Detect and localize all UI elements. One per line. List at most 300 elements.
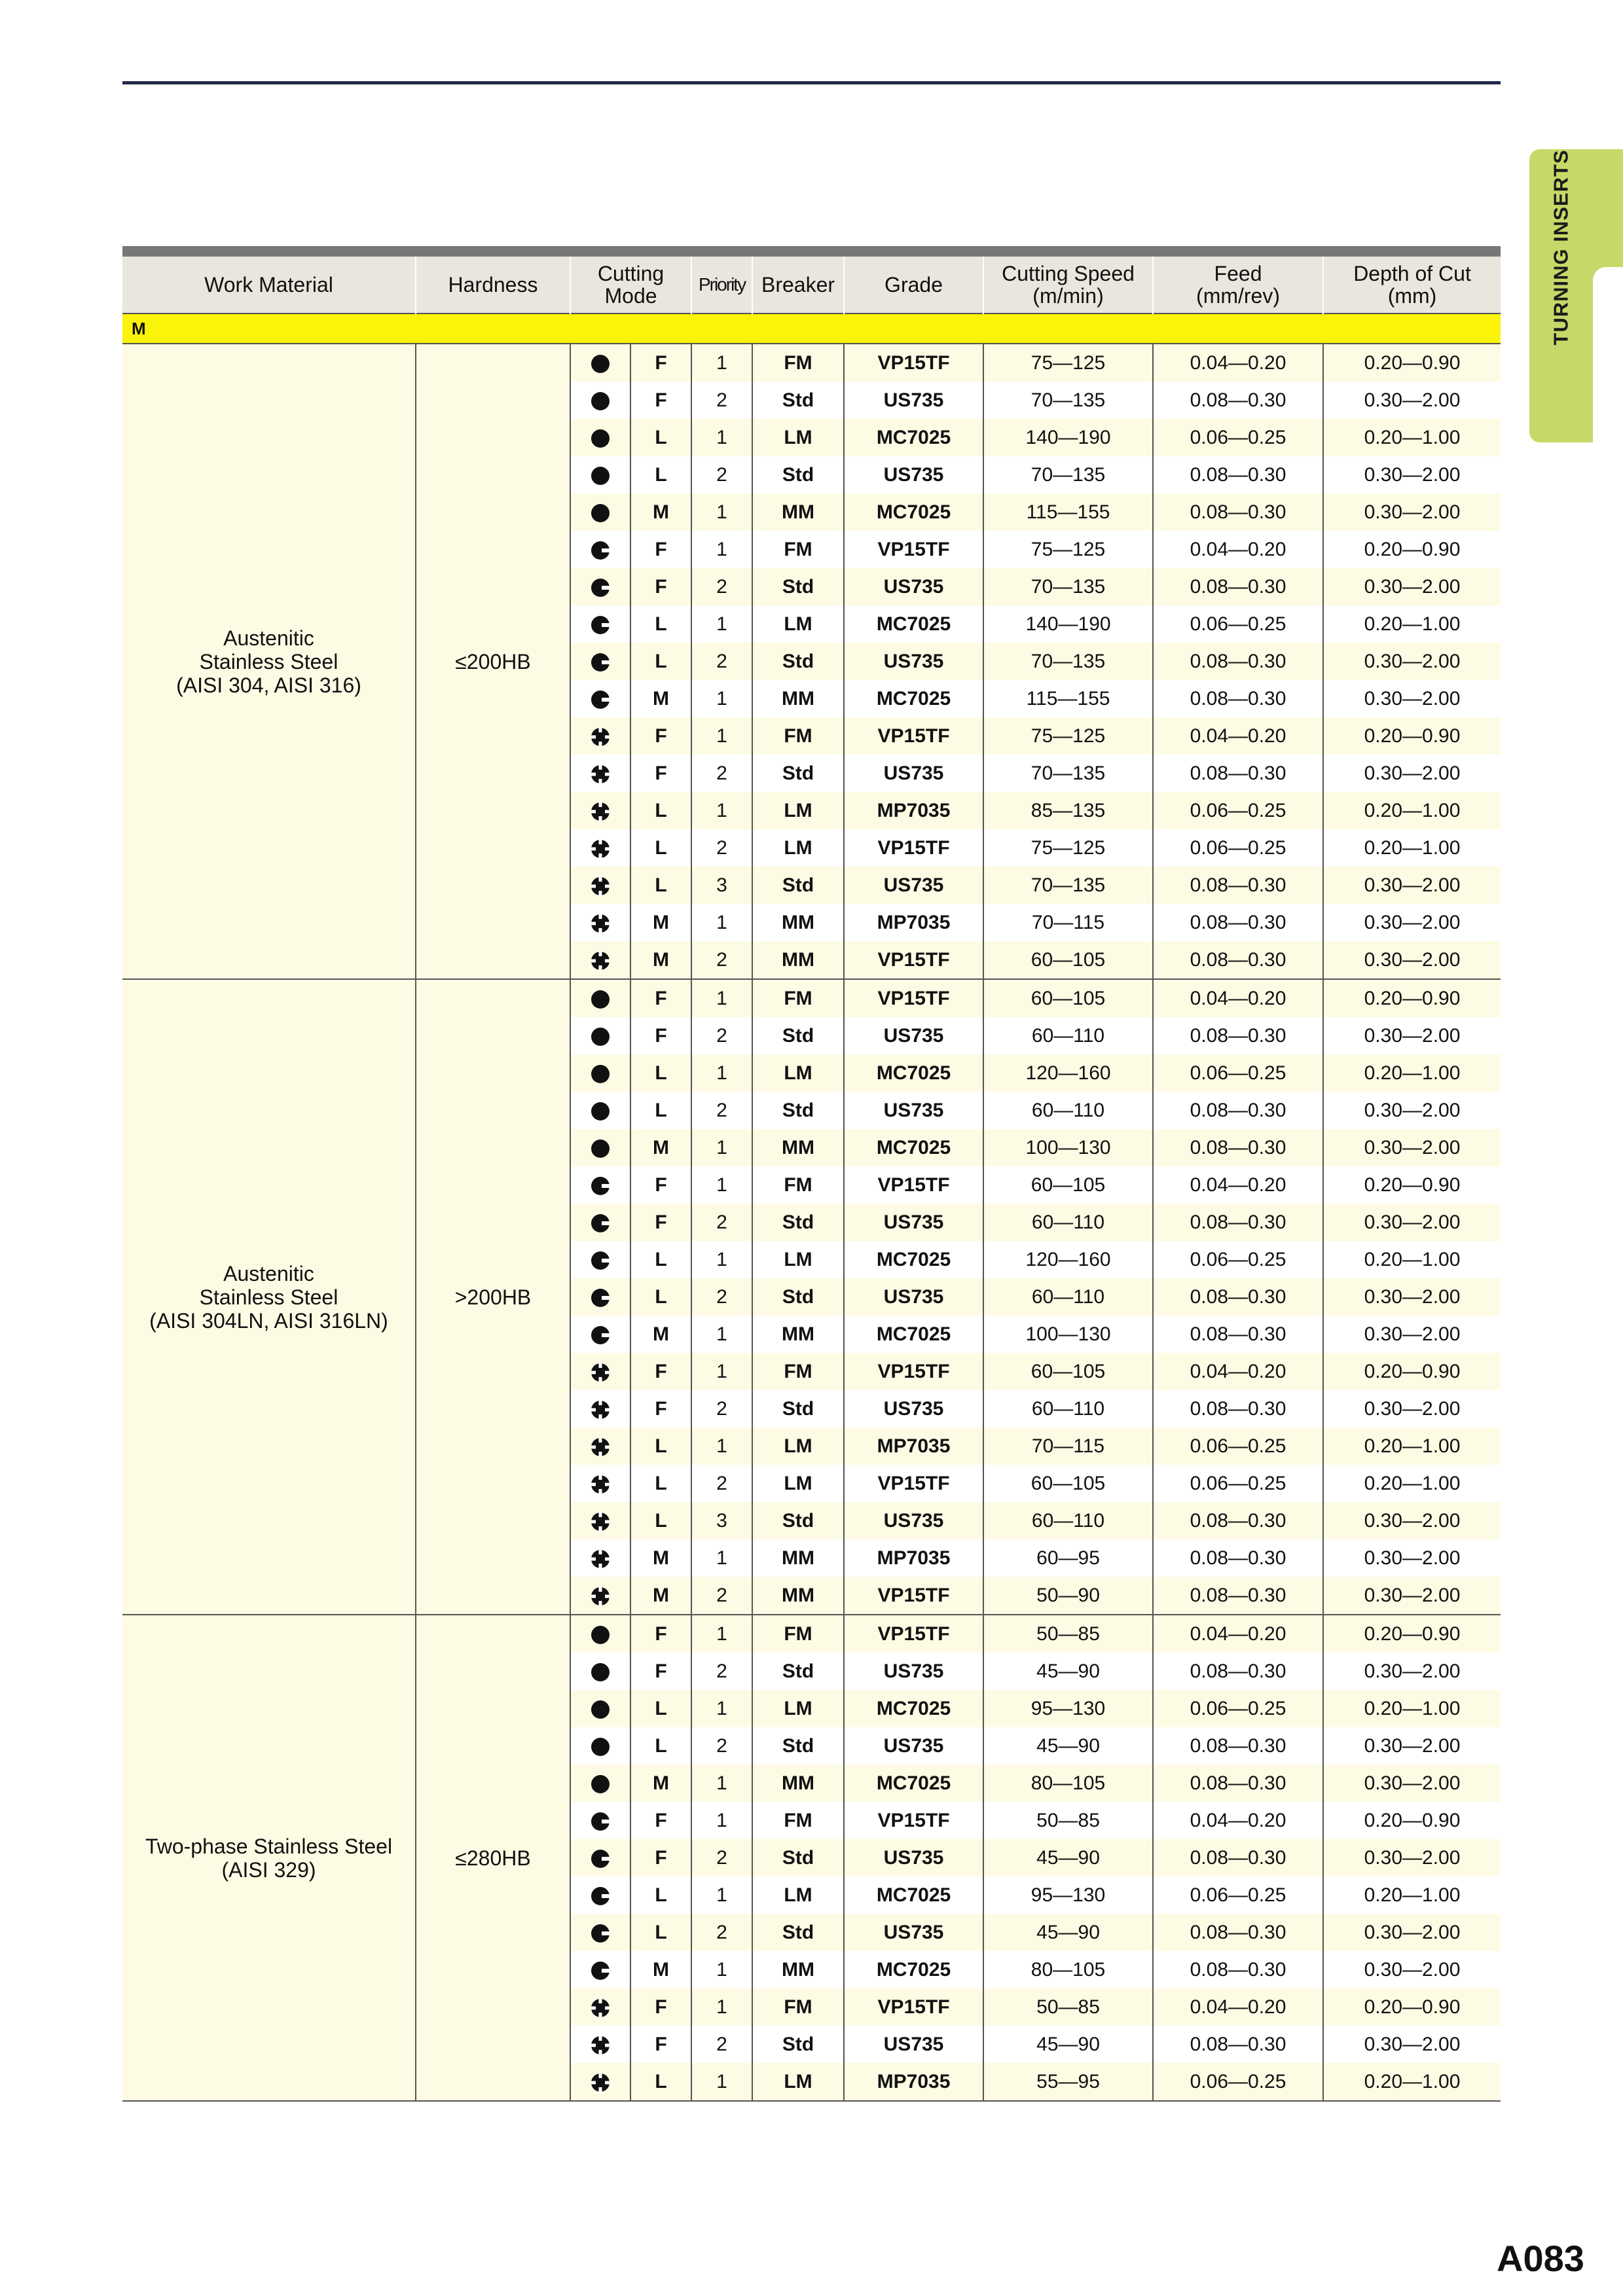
cutting-mode-cell: F	[630, 1353, 691, 1390]
feed-cell: 0.04—0.20	[1153, 1988, 1323, 2026]
cutting-mode-cell: F	[630, 1017, 691, 1054]
light-interrupted-cut-icon	[591, 1174, 610, 1196]
cutting-mode-cell: L	[630, 829, 691, 867]
feed-cell: 0.04—0.20	[1153, 979, 1323, 1017]
cutting-condition-cell	[570, 605, 630, 643]
breaker-cell: LM	[752, 1465, 844, 1502]
cutting-condition-cell	[570, 1390, 630, 1427]
depth-of-cut-cell: 0.30—2.00	[1323, 1914, 1501, 1951]
grade-cell: MP7035	[844, 904, 983, 941]
depth-of-cut-cell: 0.30—2.00	[1323, 1390, 1501, 1427]
cutting-speed-cell: 95—130	[983, 1690, 1153, 1727]
feed-cell: 0.08—0.30	[1153, 1951, 1323, 1988]
grade-cell: US735	[844, 643, 983, 680]
cutting-condition-cell	[570, 1539, 630, 1577]
table-row	[122, 979, 1501, 1017]
cutting-mode-cell: L	[630, 1502, 691, 1539]
feed-cell: 0.08—0.30	[1153, 1539, 1323, 1577]
feed-cell: 0.08—0.30	[1153, 1502, 1323, 1539]
cutting-speed-cell: 50—85	[983, 1615, 1153, 1653]
cutting-speed-cell: 60—110	[983, 1204, 1153, 1241]
cutting-mode-cell: L	[630, 1054, 691, 1092]
grade-cell: US735	[844, 1278, 983, 1316]
priority-cell: 1	[691, 1129, 752, 1166]
cutting-speed-cell: 70—135	[983, 382, 1153, 419]
cutting-speed-cell: 140—190	[983, 419, 1153, 456]
continuous-cut-icon	[591, 1025, 610, 1047]
cutting-speed-cell: 45—90	[983, 1653, 1153, 1690]
heavy-interrupted-cut-icon	[591, 1435, 610, 1457]
breaker-cell: Std	[752, 456, 844, 493]
depth-of-cut-cell: 0.30—2.00	[1323, 1839, 1501, 1876]
cutting-speed-cell: 50—85	[983, 1802, 1153, 1839]
cutting-condition-cell	[570, 979, 630, 1017]
grade-cell: VP15TF	[844, 1802, 983, 1839]
work-material-line: Stainless Steel	[199, 649, 338, 673]
cutting-speed-cell: 60—110	[983, 1278, 1153, 1316]
cutting-mode-cell: F	[630, 2026, 691, 2063]
heavy-interrupted-cut-icon	[591, 1398, 610, 1420]
cutting-mode-cell: L	[630, 1690, 691, 1727]
breaker-cell: Std	[752, 643, 844, 680]
cutting-condition-cell	[570, 1690, 630, 1727]
cutting-mode-cell: L	[630, 456, 691, 493]
depth-of-cut-cell: 0.30—2.00	[1323, 1316, 1501, 1353]
work-material-cell	[122, 1615, 416, 2101]
cutting-speed-cell: 60—110	[983, 1390, 1153, 1427]
cutting-mode-cell: L	[630, 1876, 691, 1914]
light-interrupted-cut-icon	[591, 576, 610, 598]
hardness-cell: ≤280HB	[416, 1615, 570, 2101]
header-depth-of-cut: Depth of Cut (mm)	[1323, 257, 1501, 314]
priority-cell: 2	[691, 643, 752, 680]
cutting-condition-cell	[570, 2063, 630, 2101]
priority-cell: 2	[691, 1653, 752, 1690]
work-material-line: Two-phase Stainless Steel	[145, 1834, 393, 1858]
cutting-mode-cell: M	[630, 1129, 691, 1166]
feed-cell: 0.04—0.20	[1153, 1166, 1323, 1204]
cutting-condition-cell	[570, 1316, 630, 1353]
cutting-condition-cell	[570, 531, 630, 568]
heavy-interrupted-cut-icon	[591, 800, 610, 821]
cutting-condition-cell	[570, 680, 630, 717]
cutting-speed-cell: 75—125	[983, 344, 1153, 382]
light-interrupted-cut-icon	[591, 1249, 610, 1270]
grade-cell: MC7025	[844, 680, 983, 717]
cutting-mode-cell: F	[630, 1988, 691, 2026]
work-material-cell	[122, 344, 416, 979]
feed-cell: 0.06—0.25	[1153, 1876, 1323, 1914]
grade-cell: MC7025	[844, 1951, 983, 1988]
cutting-mode-cell: F	[630, 755, 691, 792]
grade-cell: US735	[844, 1653, 983, 1690]
header-row	[122, 257, 1501, 314]
header-cutting-speed: Cutting Speed (m/min)	[983, 257, 1153, 314]
light-interrupted-cut-icon	[591, 1286, 610, 1308]
cutting-mode-cell: L	[630, 1914, 691, 1951]
grade-cell: US735	[844, 1914, 983, 1951]
grade-cell: VP15TF	[844, 717, 983, 755]
cutting-speed-cell: 45—90	[983, 1727, 1153, 1765]
light-interrupted-cut-icon	[591, 1884, 610, 1906]
grade-cell: US735	[844, 2026, 983, 2063]
feed-cell: 0.08—0.30	[1153, 2026, 1323, 2063]
cutting-speed-cell: 75—125	[983, 829, 1153, 867]
depth-of-cut-cell: 0.20—0.90	[1323, 531, 1501, 568]
heavy-interrupted-cut-icon	[591, 874, 610, 896]
depth-of-cut-cell: 0.20—0.90	[1323, 979, 1501, 1017]
depth-of-cut-cell: 0.20—0.90	[1323, 1615, 1501, 1653]
priority-cell: 1	[691, 2063, 752, 2101]
feed-cell: 0.06—0.25	[1153, 1054, 1323, 1092]
breaker-cell: LM	[752, 792, 844, 829]
depth-of-cut-cell: 0.30—2.00	[1323, 1017, 1501, 1054]
feed-cell: 0.06—0.25	[1153, 1690, 1323, 1727]
table-row	[122, 344, 1501, 382]
depth-of-cut-cell: 0.20—1.00	[1323, 419, 1501, 456]
feed-cell: 0.08—0.30	[1153, 1129, 1323, 1166]
priority-cell: 2	[691, 1577, 752, 1615]
feed-cell: 0.04—0.20	[1153, 1802, 1323, 1839]
work-material-line: Austenitic	[223, 626, 314, 650]
depth-of-cut-cell: 0.20—0.90	[1323, 717, 1501, 755]
header-feed: Feed (mm/rev)	[1153, 257, 1323, 314]
priority-cell: 2	[691, 1727, 752, 1765]
grade-cell: MC7025	[844, 1241, 983, 1278]
feed-cell: 0.06—0.25	[1153, 2063, 1323, 2101]
priority-cell: 1	[691, 979, 752, 1017]
depth-of-cut-cell: 0.20—1.00	[1323, 1427, 1501, 1465]
breaker-cell: MM	[752, 1316, 844, 1353]
cutting-mode-cell: M	[630, 1577, 691, 1615]
breaker-cell: FM	[752, 979, 844, 1017]
depth-of-cut-cell: 0.30—2.00	[1323, 382, 1501, 419]
depth-of-cut-cell: 0.20—0.90	[1323, 1353, 1501, 1390]
light-interrupted-cut-icon	[591, 1810, 610, 1831]
cutting-speed-cell: 140—190	[983, 605, 1153, 643]
cutting-speed-cell: 60—95	[983, 1539, 1153, 1577]
cutting-condition-cell	[570, 1577, 630, 1615]
grade-cell: US735	[844, 1092, 983, 1129]
depth-of-cut-cell: 0.30—2.00	[1323, 755, 1501, 792]
breaker-cell: Std	[752, 1092, 844, 1129]
cutting-speed-cell: 115—155	[983, 680, 1153, 717]
cutting-mode-cell: L	[630, 1278, 691, 1316]
breaker-cell: Std	[752, 1502, 844, 1539]
cutting-speed-cell: 75—125	[983, 717, 1153, 755]
continuous-cut-icon	[591, 988, 610, 1009]
cutting-condition-cell	[570, 1914, 630, 1951]
hardness-cell: ≤200HB	[416, 344, 570, 979]
depth-of-cut-cell: 0.20—1.00	[1323, 1054, 1501, 1092]
side-tab-label-wrap	[1529, 149, 1594, 346]
breaker-cell: LM	[752, 605, 844, 643]
priority-cell: 1	[691, 792, 752, 829]
priority-cell: 2	[691, 1017, 752, 1054]
breaker-cell: Std	[752, 1017, 844, 1054]
priority-cell: 1	[691, 1054, 752, 1092]
cutting-speed-cell: 85—135	[983, 792, 1153, 829]
breaker-cell: FM	[752, 1988, 844, 2026]
header-cutting-mode: Cutting Mode	[570, 257, 691, 314]
breaker-cell: Std	[752, 867, 844, 904]
cutting-condition-cell	[570, 1988, 630, 2026]
priority-cell: 3	[691, 867, 752, 904]
cutting-speed-cell: 70—135	[983, 456, 1153, 493]
priority-cell: 2	[691, 829, 752, 867]
breaker-cell: MM	[752, 1951, 844, 1988]
grade-cell: MC7025	[844, 1690, 983, 1727]
continuous-cut-icon	[591, 352, 610, 374]
breaker-cell: Std	[752, 1653, 844, 1690]
priority-cell: 1	[691, 1876, 752, 1914]
heavy-interrupted-cut-icon	[591, 1510, 610, 1532]
depth-of-cut-cell: 0.20—1.00	[1323, 792, 1501, 829]
continuous-cut-icon	[591, 1698, 610, 1719]
cutting-mode-cell: F	[630, 1390, 691, 1427]
priority-cell: 2	[691, 1465, 752, 1502]
light-interrupted-cut-icon	[591, 539, 610, 560]
cutting-mode-cell: L	[630, 1727, 691, 1765]
breaker-cell: MM	[752, 1765, 844, 1802]
breaker-cell: FM	[752, 344, 844, 382]
cutting-condition-cell	[570, 1092, 630, 1129]
cutting-condition-cell	[570, 867, 630, 904]
breaker-cell: Std	[752, 2026, 844, 2063]
cutting-speed-cell: 70—115	[983, 904, 1153, 941]
cutting-condition-cell	[570, 382, 630, 419]
heavy-interrupted-cut-icon	[591, 1996, 610, 2018]
grade-cell: VP15TF	[844, 531, 983, 568]
priority-cell: 1	[691, 1241, 752, 1278]
grade-cell: MC7025	[844, 605, 983, 643]
feed-cell: 0.08—0.30	[1153, 680, 1323, 717]
cutting-mode-cell: F	[630, 344, 691, 382]
breaker-cell: LM	[752, 419, 844, 456]
feed-cell: 0.06—0.25	[1153, 1427, 1323, 1465]
heavy-interrupted-cut-icon	[591, 912, 610, 933]
depth-of-cut-cell: 0.20—0.90	[1323, 1802, 1501, 1839]
table-row	[122, 1615, 1501, 1653]
priority-cell: 2	[691, 1390, 752, 1427]
breaker-cell: MM	[752, 941, 844, 979]
breaker-cell: LM	[752, 1876, 844, 1914]
light-interrupted-cut-icon	[591, 613, 610, 635]
cutting-speed-cell: 80—105	[983, 1765, 1153, 1802]
priority-cell: 1	[691, 531, 752, 568]
feed-cell: 0.06—0.25	[1153, 792, 1323, 829]
cutting-condition-cell	[570, 829, 630, 867]
light-interrupted-cut-icon	[591, 1959, 610, 1981]
cutting-speed-cell: 100—130	[983, 1129, 1153, 1166]
breaker-cell: LM	[752, 1690, 844, 1727]
cutting-speed-cell: 60—110	[983, 1092, 1153, 1129]
cutting-speed-cell: 70—135	[983, 867, 1153, 904]
light-interrupted-cut-icon	[591, 1922, 610, 1943]
cutting-condition-cell	[570, 1054, 630, 1092]
cutting-condition-cell	[570, 1353, 630, 1390]
breaker-cell: FM	[752, 1615, 844, 1653]
breaker-cell: MM	[752, 1129, 844, 1166]
feed-cell: 0.08—0.30	[1153, 1653, 1323, 1690]
feed-cell: 0.06—0.25	[1153, 419, 1323, 456]
depth-of-cut-cell: 0.30—2.00	[1323, 1502, 1501, 1539]
grade-cell: VP15TF	[844, 1353, 983, 1390]
cutting-speed-cell: 60—105	[983, 1166, 1153, 1204]
grade-cell: US735	[844, 1502, 983, 1539]
priority-cell: 2	[691, 2026, 752, 2063]
cutting-mode-cell: M	[630, 1765, 691, 1802]
priority-cell: 1	[691, 1802, 752, 1839]
priority-cell: 2	[691, 382, 752, 419]
priority-cell: 1	[691, 1690, 752, 1727]
grade-cell: US735	[844, 456, 983, 493]
grade-cell: MC7025	[844, 1054, 983, 1092]
grade-cell: US735	[844, 1017, 983, 1054]
cutting-condition-cell	[570, 643, 630, 680]
header-priority: Priority	[691, 257, 752, 314]
depth-of-cut-cell: 0.20—1.00	[1323, 1876, 1501, 1914]
breaker-cell: FM	[752, 1166, 844, 1204]
priority-cell: 1	[691, 1765, 752, 1802]
priority-cell: 1	[691, 1615, 752, 1653]
cutting-mode-cell: L	[630, 1465, 691, 1502]
depth-of-cut-cell: 0.30—2.00	[1323, 941, 1501, 979]
cutting-condition-cell	[570, 1278, 630, 1316]
feed-cell: 0.06—0.25	[1153, 1241, 1323, 1278]
feed-cell: 0.04—0.20	[1153, 717, 1323, 755]
grade-cell: US735	[844, 1390, 983, 1427]
priority-cell: 1	[691, 1951, 752, 1988]
cutting-condition-cell	[570, 755, 630, 792]
feed-cell: 0.08—0.30	[1153, 1390, 1323, 1427]
cutting-speed-cell: 50—85	[983, 1988, 1153, 2026]
header-breaker: Breaker	[752, 257, 844, 314]
cutting-condition-cell	[570, 1502, 630, 1539]
table-top-bar	[122, 246, 1501, 257]
side-tab-label: TURNING INSERTS	[1550, 149, 1573, 346]
continuous-cut-icon	[591, 1623, 610, 1645]
grade-cell: MC7025	[844, 1765, 983, 1802]
cutting-mode-cell: F	[630, 1204, 691, 1241]
cutting-condition-cell	[570, 1951, 630, 1988]
cutting-speed-cell: 115—155	[983, 493, 1153, 531]
cutting-speed-cell: 60—105	[983, 1353, 1153, 1390]
depth-of-cut-cell: 0.30—2.00	[1323, 680, 1501, 717]
cutting-condition-cell	[570, 1727, 630, 1765]
priority-cell: 1	[691, 717, 752, 755]
heavy-interrupted-cut-icon	[591, 1361, 610, 1382]
depth-of-cut-cell: 0.30—2.00	[1323, 904, 1501, 941]
priority-cell: 2	[691, 1278, 752, 1316]
work-material-line: (AISI 329)	[221, 1857, 316, 1882]
grade-cell: US735	[844, 1839, 983, 1876]
continuous-cut-icon	[591, 1100, 610, 1121]
grade-cell: VP15TF	[844, 1615, 983, 1653]
cutting-mode-cell: M	[630, 680, 691, 717]
cutting-mode-cell: F	[630, 717, 691, 755]
breaker-cell: MM	[752, 1577, 844, 1615]
priority-cell: 1	[691, 1353, 752, 1390]
grade-cell: MC7025	[844, 1129, 983, 1166]
continuous-cut-icon	[591, 464, 610, 486]
breaker-cell: LM	[752, 1241, 844, 1278]
breaker-cell: Std	[752, 382, 844, 419]
continuous-cut-icon	[591, 1735, 610, 1757]
continuous-cut-icon	[591, 501, 610, 523]
breaker-cell: FM	[752, 1353, 844, 1390]
feed-cell: 0.06—0.25	[1153, 1465, 1323, 1502]
header-hardness: Hardness	[416, 257, 570, 314]
priority-cell: 1	[691, 493, 752, 531]
breaker-cell: LM	[752, 1054, 844, 1092]
cutting-condition-cell	[570, 1427, 630, 1465]
cutting-condition-cell	[570, 344, 630, 382]
cutting-speed-cell: 70—135	[983, 755, 1153, 792]
breaker-cell: LM	[752, 2063, 844, 2101]
depth-of-cut-cell: 0.30—2.00	[1323, 1653, 1501, 1690]
breaker-cell: Std	[752, 1914, 844, 1951]
feed-cell: 0.08—0.30	[1153, 867, 1323, 904]
breaker-cell: FM	[752, 531, 844, 568]
cutting-condition-cell	[570, 941, 630, 979]
grade-cell: VP15TF	[844, 344, 983, 382]
cutting-speed-cell: 45—90	[983, 1914, 1153, 1951]
feed-cell: 0.08—0.30	[1153, 568, 1323, 605]
grade-cell: US735	[844, 1727, 983, 1765]
depth-of-cut-cell: 0.30—2.00	[1323, 493, 1501, 531]
cutting-condition-cell	[570, 1615, 630, 1653]
depth-of-cut-cell: 0.30—2.00	[1323, 1765, 1501, 1802]
cutting-mode-cell: L	[630, 1241, 691, 1278]
cutting-condition-cell	[570, 568, 630, 605]
depth-of-cut-cell: 0.20—1.00	[1323, 605, 1501, 643]
cutting-mode-cell: M	[630, 1316, 691, 1353]
grade-cell: MP7035	[844, 792, 983, 829]
heavy-interrupted-cut-icon	[591, 2071, 610, 2092]
cutting-speed-cell: 75—125	[983, 531, 1153, 568]
light-interrupted-cut-icon	[591, 651, 610, 672]
priority-cell: 1	[691, 605, 752, 643]
continuous-cut-icon	[591, 1660, 610, 1682]
grade-cell: VP15TF	[844, 1988, 983, 2026]
priority-cell: 1	[691, 419, 752, 456]
priority-cell: 2	[691, 456, 752, 493]
continuous-cut-icon	[591, 1062, 610, 1084]
feed-cell: 0.08—0.30	[1153, 643, 1323, 680]
heavy-interrupted-cut-icon	[591, 762, 610, 784]
grade-cell: VP15TF	[844, 941, 983, 979]
work-material-line: (AISI 304, AISI 316)	[176, 673, 361, 697]
continuous-cut-icon	[591, 1772, 610, 1794]
continuous-cut-icon	[591, 1137, 610, 1158]
priority-cell: 2	[691, 755, 752, 792]
depth-of-cut-cell: 0.30—2.00	[1323, 1092, 1501, 1129]
priority-cell: 2	[691, 1204, 752, 1241]
priority-cell: 2	[691, 1839, 752, 1876]
continuous-cut-icon	[591, 389, 610, 411]
heavy-interrupted-cut-icon	[591, 1585, 610, 1606]
cutting-mode-cell: M	[630, 941, 691, 979]
cutting-mode-cell: L	[630, 2063, 691, 2101]
cutting-speed-cell: 70—115	[983, 1427, 1153, 1465]
cutting-mode-cell: F	[630, 1615, 691, 1653]
cutting-condition-cell	[570, 1765, 630, 1802]
work-material-line: Stainless Steel	[199, 1285, 338, 1309]
feed-cell: 0.08—0.30	[1153, 1765, 1323, 1802]
cutting-condition-cell	[570, 1653, 630, 1690]
feed-cell: 0.08—0.30	[1153, 1839, 1323, 1876]
